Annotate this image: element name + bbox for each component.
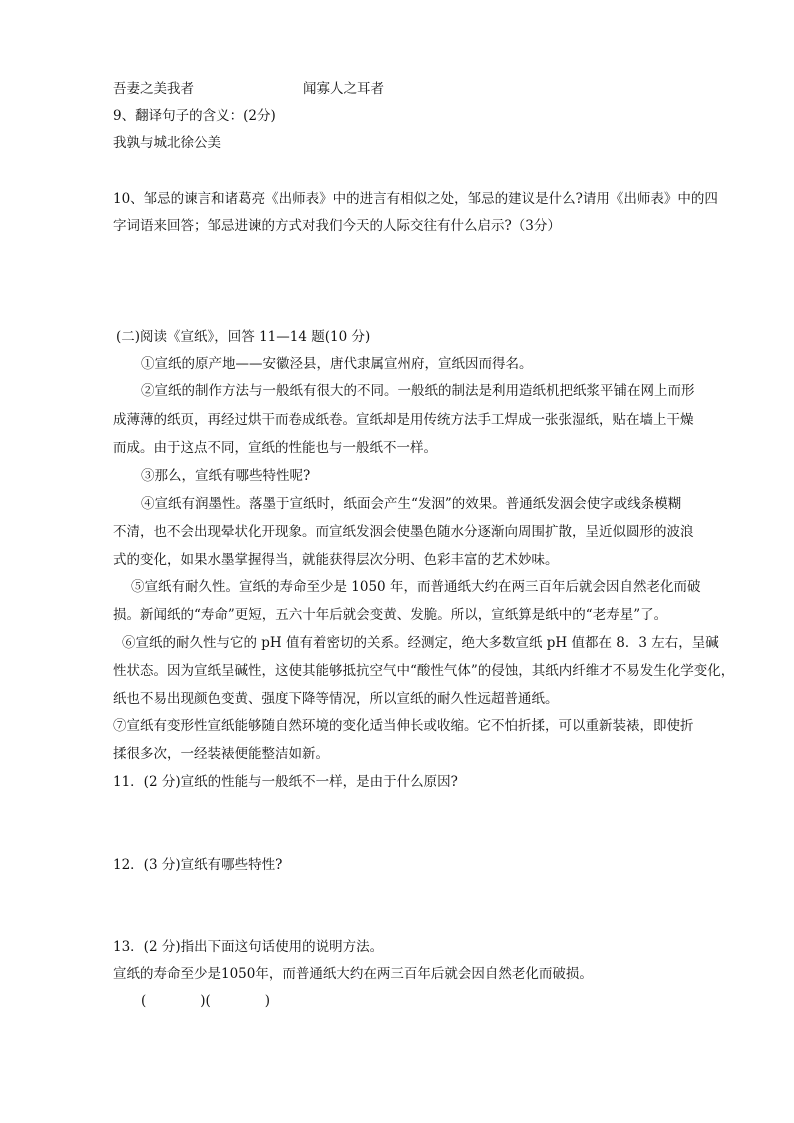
q13-answer-blanks[interactable]: ( )( ) [141, 993, 271, 1009]
q13-question: 13．(2 分)指出下面这句话使用的说明方法。 [113, 939, 384, 955]
paragraph-4-line-1: ④宣纸有润墨性。落墨于宣纸时，纸面会产生“发洇”的效果。普通纸发洇会使字或线条模糊 [141, 496, 682, 512]
q11-question: 11．(2 分)宣纸的性能与一般纸不一样，是由于什么原因? [113, 774, 458, 790]
paragraph-5-line-2: 损。新闻纸的“寿命”更短，五六十年后就会变黄、发脆。所以，宣纸算是纸中的“老寿星”了。 [113, 607, 668, 623]
q8-item-2: 闻寡人之耳者 [303, 81, 384, 97]
paragraph-6-line-1: ⑥宣纸的耐久性与它的 pH 值有着密切的关系。经测定，绝大多数宣纸 pH 值都在 8．3 左右，呈碱 [122, 635, 719, 651]
paragraph-4-line-2: 不清，也不会出现晕状化开现象。而宣纸发洇会使墨色随水分逐渐向周围扩散，呈近似圆形的波浪 [113, 524, 694, 540]
paragraph-3: ③那么，宣纸有哪些特性呢? [141, 468, 311, 484]
q10-line-2: 字词语来回答；邹忌进谏的方式对我们今天的人际交往有什么启示?（3分） [113, 218, 561, 234]
paragraph-2-line-3: 而成。由于这点不同，宣纸的性能也与一般纸不一样。 [113, 440, 437, 456]
paragraph-2-line-2: 成薄薄的纸页，再经过烘干而卷成纸卷。宣纸却是用传统方法手工焊成一张张湿纸，贴在墙上干燥 [113, 412, 694, 428]
paragraph-1: ①宣纸的原产地——安徽泾县，唐代隶属宣州府，宣纸因而得名。 [141, 356, 533, 372]
q13-sentence: 宣纸的寿命至少是1050年，而普通纸大约在两三百年后就会因自然老化而破损。 [113, 966, 593, 982]
q10-line-1: 10、邹忌的谏言和诸葛亮《出师表》中的进言有相似之处，邹忌的建议是什么?请用《出师表》中的四 [113, 191, 718, 207]
section2-heading: (二)阅读《宣纸》，回答 11—14 题(10 分) [116, 329, 371, 345]
paragraph-2-line-1: ②宣纸的制作方法与一般纸有很大的不同。一般纸的制法是利用造纸机把纸浆平铺在网上而形 [141, 383, 695, 399]
paragraph-7-line-1: ⑦宣纸有变形性宣纸能够随自然环境的变化适当伸长或收缩。它不怕折揉，可以重新装裱，即使折 [113, 718, 694, 734]
paragraph-5-line-1: ⑤宣纸有耐久性。宣纸的寿命至少是 1050 年，而普通纸大约在两三百年后就会因自然老化而破 [131, 579, 701, 595]
q9-sentence: 我孰与城北徐公美 [113, 135, 221, 151]
q8-item-1: 吾妻之美我者 [113, 81, 194, 97]
q12-question: 12．(3 分)宣纸有哪些特性? [113, 857, 283, 873]
paragraph-7-line-2: 揉很多次，一经装裱便能整洁如新。 [113, 746, 329, 762]
paragraph-4-line-3: 式的变化，如果水墨掌握得当，就能获得层次分明、色彩丰富的艺术妙味。 [113, 552, 559, 568]
paragraph-6-line-2: 性状态。因为宣纸呈碱性，这使其能够抵抗空气中“酸性气体”的侵蚀，其纸内纤维才不易发生化学变化， [113, 663, 735, 679]
paragraph-6-line-3: 纸也不易出现颜色变黄、强度下降等情况，所以宣纸的耐久性远超普通纸。 [113, 691, 559, 707]
q9-question: 9、翻译句子的含义：(2分) [113, 108, 276, 124]
